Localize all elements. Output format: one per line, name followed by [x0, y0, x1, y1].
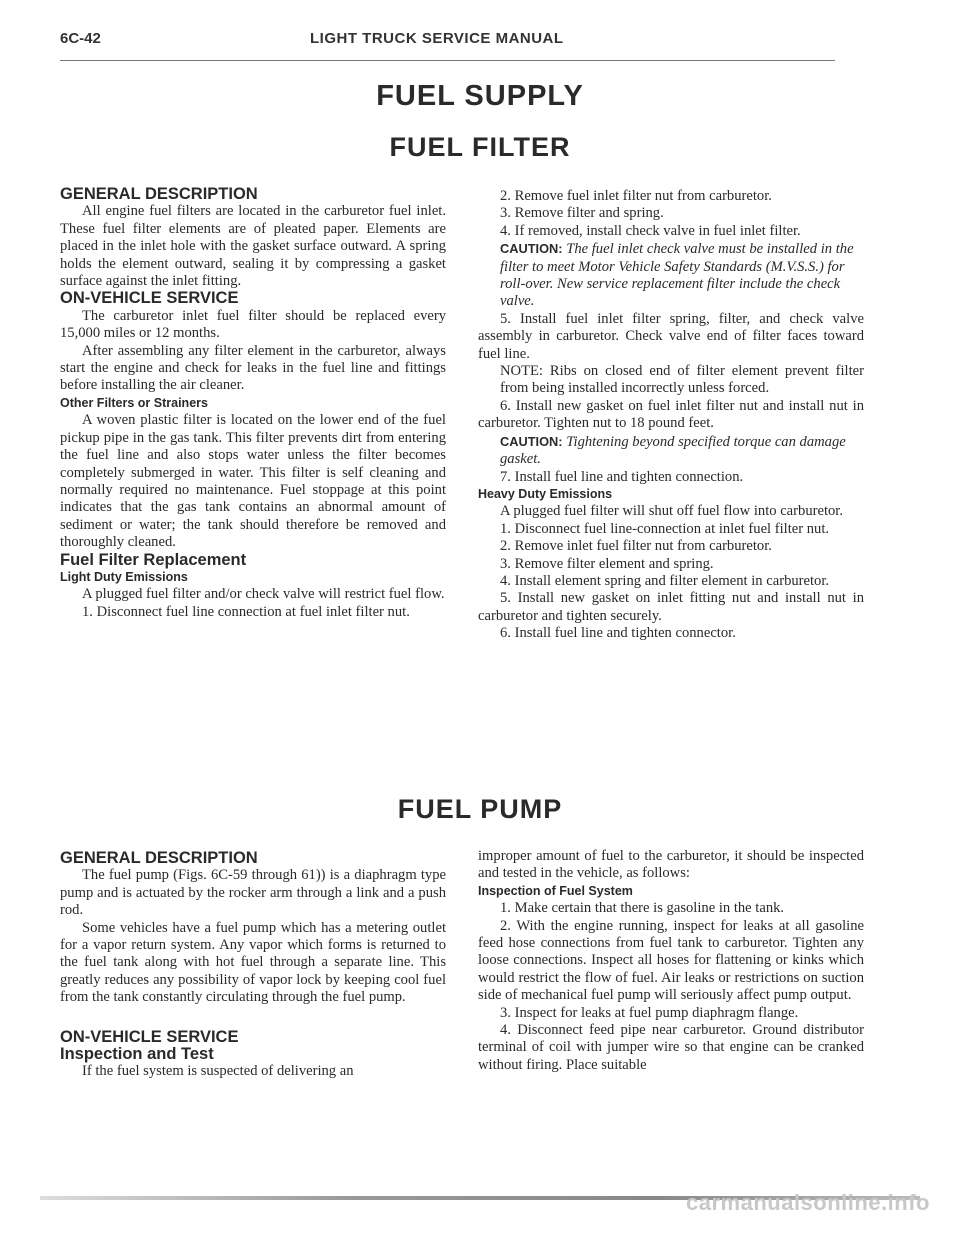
- procedure-step: 4. If removed, install check valve in fuel inlet filter.: [500, 222, 801, 239]
- note-text: NOTE: Ribs on closed end of filter element prevent filter from being installed incorrectly unless forced.: [500, 363, 864, 397]
- procedure-step: 5. Install fuel inlet filter spring, filter, and check valve assembly in carburetor. Check valve end of filter faces toward fuel line.: [478, 310, 864, 362]
- procedure-step: 1. Disconnect fuel line-connection at inlet fuel filter nut.: [500, 520, 830, 537]
- fuel-pump-right-column: [478, 848, 864, 1074]
- procedure-step: 3. Inspect for leaks at fuel pump diaphragm flange.: [500, 1004, 799, 1021]
- procedure-step: 4. Disconnect feed pipe near carburetor. Ground distributor terminal of coil with jumper wire so that engine can be cranked without firing. Place suitable: [478, 1022, 864, 1073]
- other-filters-heading: Other Filters or Strainers: [60, 395, 208, 410]
- procedure-step: 1. Make certain that there is gasoline in the tank.: [500, 900, 785, 917]
- procedure-step: 2. Remove fuel inlet filter nut from carburetor.: [500, 188, 772, 204]
- on-vehicle-service-heading: ON-VEHICLE SERVICE: [60, 1027, 239, 1046]
- continued-text: improper amount of fuel to the carburetor, it should be inspected and tested in the vehicle, as follows:: [478, 848, 864, 882]
- procedure-step: 3. Remove filter and spring.: [500, 205, 664, 222]
- heavy-duty-emissions-text: A plugged fuel filter will shut off fuel flow into carburetor.: [500, 503, 844, 520]
- procedure-step: 2. Remove inlet fuel filter nut from carburetor.: [500, 538, 772, 555]
- manual-title: LIGHT TRUCK SERVICE MANUAL: [310, 30, 564, 47]
- inspection-and-test-text: If the fuel system is suspected of delivering an: [82, 1063, 354, 1080]
- light-duty-emissions-text: A plugged fuel filter and/or check valve will restrict fuel flow.: [82, 586, 445, 603]
- fuel-pump-left-column: [60, 850, 446, 1081]
- on-vehicle-service-heading: ON-VEHICLE SERVICE: [60, 289, 239, 308]
- caution-note: [478, 433, 864, 469]
- other-filters-text: A woven plastic filter is located on the lower end of the fuel pickup pipe in the gas tank. This filter prevents dirt from entering the fuel line and also stops water unless the filter becomes completely submerged in water. This filter is self cleaning and normally required no maintenance. Fuel stoppage at this point indicates that the gas tank contains an abnormal amount of sediment or water; the tank should therefore be removed and thoroughly cleaned.: [60, 412, 446, 551]
- procedure-step: 4. Install element spring and filter element in carburetor.: [500, 572, 830, 589]
- fuel-filter-left-column: [60, 186, 446, 621]
- on-vehicle-service-text: After assembling any filter element in the carburetor, always start the engine and check for leaks in the fuel line and fittings before installing the air cleaner.: [60, 342, 446, 394]
- section-title-fuel-supply: FUEL SUPPLY: [376, 80, 584, 112]
- header-rule: [60, 60, 835, 61]
- caution-label: CAUTION:: [500, 433, 563, 449]
- caution-note: [478, 240, 864, 311]
- inspection-of-fuel-system-heading: Inspection of Fuel System: [478, 883, 633, 898]
- procedure-step: 6. Install fuel line and tighten connector.: [500, 625, 736, 642]
- procedure-step: 2. With the engine running, inspect for leaks at all gasoline feed hose connections from fuel tank to carburetor. Tighten any loose connections. Inspect all hoses for flattening or kinks which would restrict the flow of fuel. Air leaks or restrictions on suction side of mechanical fuel pump will seriously affect pump output.: [478, 917, 864, 1004]
- fuel-filter-right-column: [478, 188, 864, 643]
- fuel-filter-replacement-heading: Fuel Filter Replacement: [60, 550, 247, 569]
- on-vehicle-service-text: The carburetor inlet fuel filter should be replaced every 15,000 miles or 12 months.: [60, 307, 446, 342]
- watermark: carmanualsonline.info: [686, 1190, 930, 1215]
- general-description-heading: GENERAL DESCRIPTION: [60, 849, 258, 867]
- general-description-heading: GENERAL DESCRIPTION: [60, 185, 258, 203]
- general-description-text: Some vehicles have a fuel pump which has a metering outlet for a vapor return system. Any vapor which forms is returned to the fuel tank along with hot fuel through a separate line. This greatly reduces any possibility of vapor lock by keeping cool fuel from the tank constantly circulating through the fuel pump.: [60, 919, 446, 1006]
- general-description-text: All engine fuel filters are located in the carburetor fuel inlet. These fuel filter elements are of pleated paper. Elements are placed in the inlet hole with the gasket surface outward. A spring holds the element outward, sealing it by compressing a gasket surface against the inlet fitting.: [60, 203, 446, 290]
- procedure-step: 3. Remove filter element and spring.: [500, 555, 714, 572]
- procedure-step: 5. Install new gasket on inlet fitting nut and install nut in carburetor and tighten securely.: [478, 590, 864, 624]
- caution-text: The fuel inlet check valve must be installed in the filter to meet Motor Vehicle Safety Standards (M.V.S.S.) for roll-over. New service replacement filter include the check valve.: [500, 241, 854, 310]
- section-title-fuel-pump: FUEL PUMP: [397, 794, 563, 824]
- procedure-step: 7. Install fuel line and tighten connection.: [500, 468, 744, 485]
- page-number: 6C-42: [60, 30, 101, 47]
- light-duty-emissions-heading: Light Duty Emissions: [60, 569, 188, 584]
- procedure-step: 1. Disconnect fuel line connection at fuel inlet filter nut.: [82, 603, 410, 620]
- section-title-fuel-filter: FUEL FILTER: [389, 132, 571, 162]
- caution-label: CAUTION:: [500, 241, 563, 257]
- caution-text: Tightening beyond specified torque can damage gasket.: [500, 433, 846, 468]
- inspection-and-test-heading: Inspection and Test: [60, 1045, 214, 1064]
- heavy-duty-emissions-heading: Heavy Duty Emissions: [478, 486, 613, 501]
- general-description-text: The fuel pump (Figs. 6C-59 through 61)) is a diaphragm type pump and is actuated by the rocker arm through a link and a push rod.: [60, 867, 446, 919]
- page-header: [60, 30, 840, 54]
- procedure-step: 6. Install new gasket on fuel inlet filter nut and install nut in carburetor. Tighten nut to 18 pound feet.: [478, 397, 864, 432]
